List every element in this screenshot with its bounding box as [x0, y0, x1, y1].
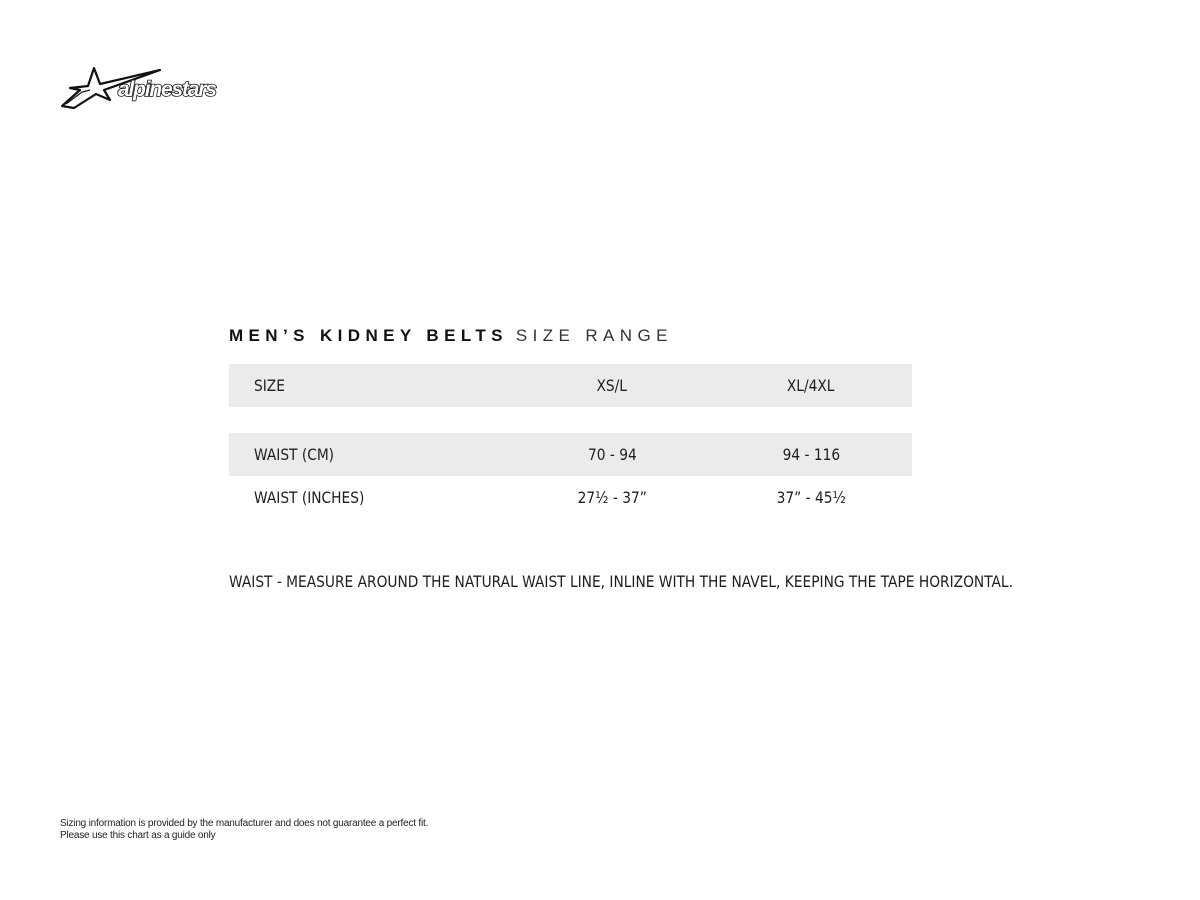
- row-label: WAIST (INCHES): [254, 488, 365, 507]
- row-value: 94 - 116: [782, 445, 840, 464]
- disclaimer-line: Sizing information is provided by the manufacturer and does not guarantee a perfect fit.: [60, 818, 429, 829]
- brand-wordmark: alpinestars: [118, 78, 216, 101]
- header-size-1: XS/L: [596, 376, 628, 395]
- row-label: WAIST (CM): [254, 445, 335, 464]
- table-row: [229, 433, 912, 476]
- table-header-row: [229, 364, 912, 407]
- header-label: SIZE: [254, 376, 285, 395]
- row-value: 27½ - 37”: [577, 488, 647, 507]
- brand-logo: [60, 66, 265, 112]
- disclaimer: [60, 818, 428, 842]
- title-subtitle: SIZE RANGE: [515, 326, 673, 345]
- row-value: 70 - 94: [587, 445, 637, 464]
- chart-title: [229, 326, 673, 346]
- measurement-note: WAIST - MEASURE AROUND THE NATURAL WAIST LINE, INLINE WITH THE NAVEL, KEEPING THE TAPE HORIZONTAL.: [229, 572, 1013, 591]
- row-value: 37” - 45½: [776, 488, 846, 507]
- title-product: MEN’S KIDNEY BELTS: [229, 326, 508, 345]
- disclaimer-line: Please use this chart as a guide only: [60, 830, 216, 841]
- table-row: [229, 476, 912, 519]
- header-size-2: XL/4XL: [787, 376, 835, 395]
